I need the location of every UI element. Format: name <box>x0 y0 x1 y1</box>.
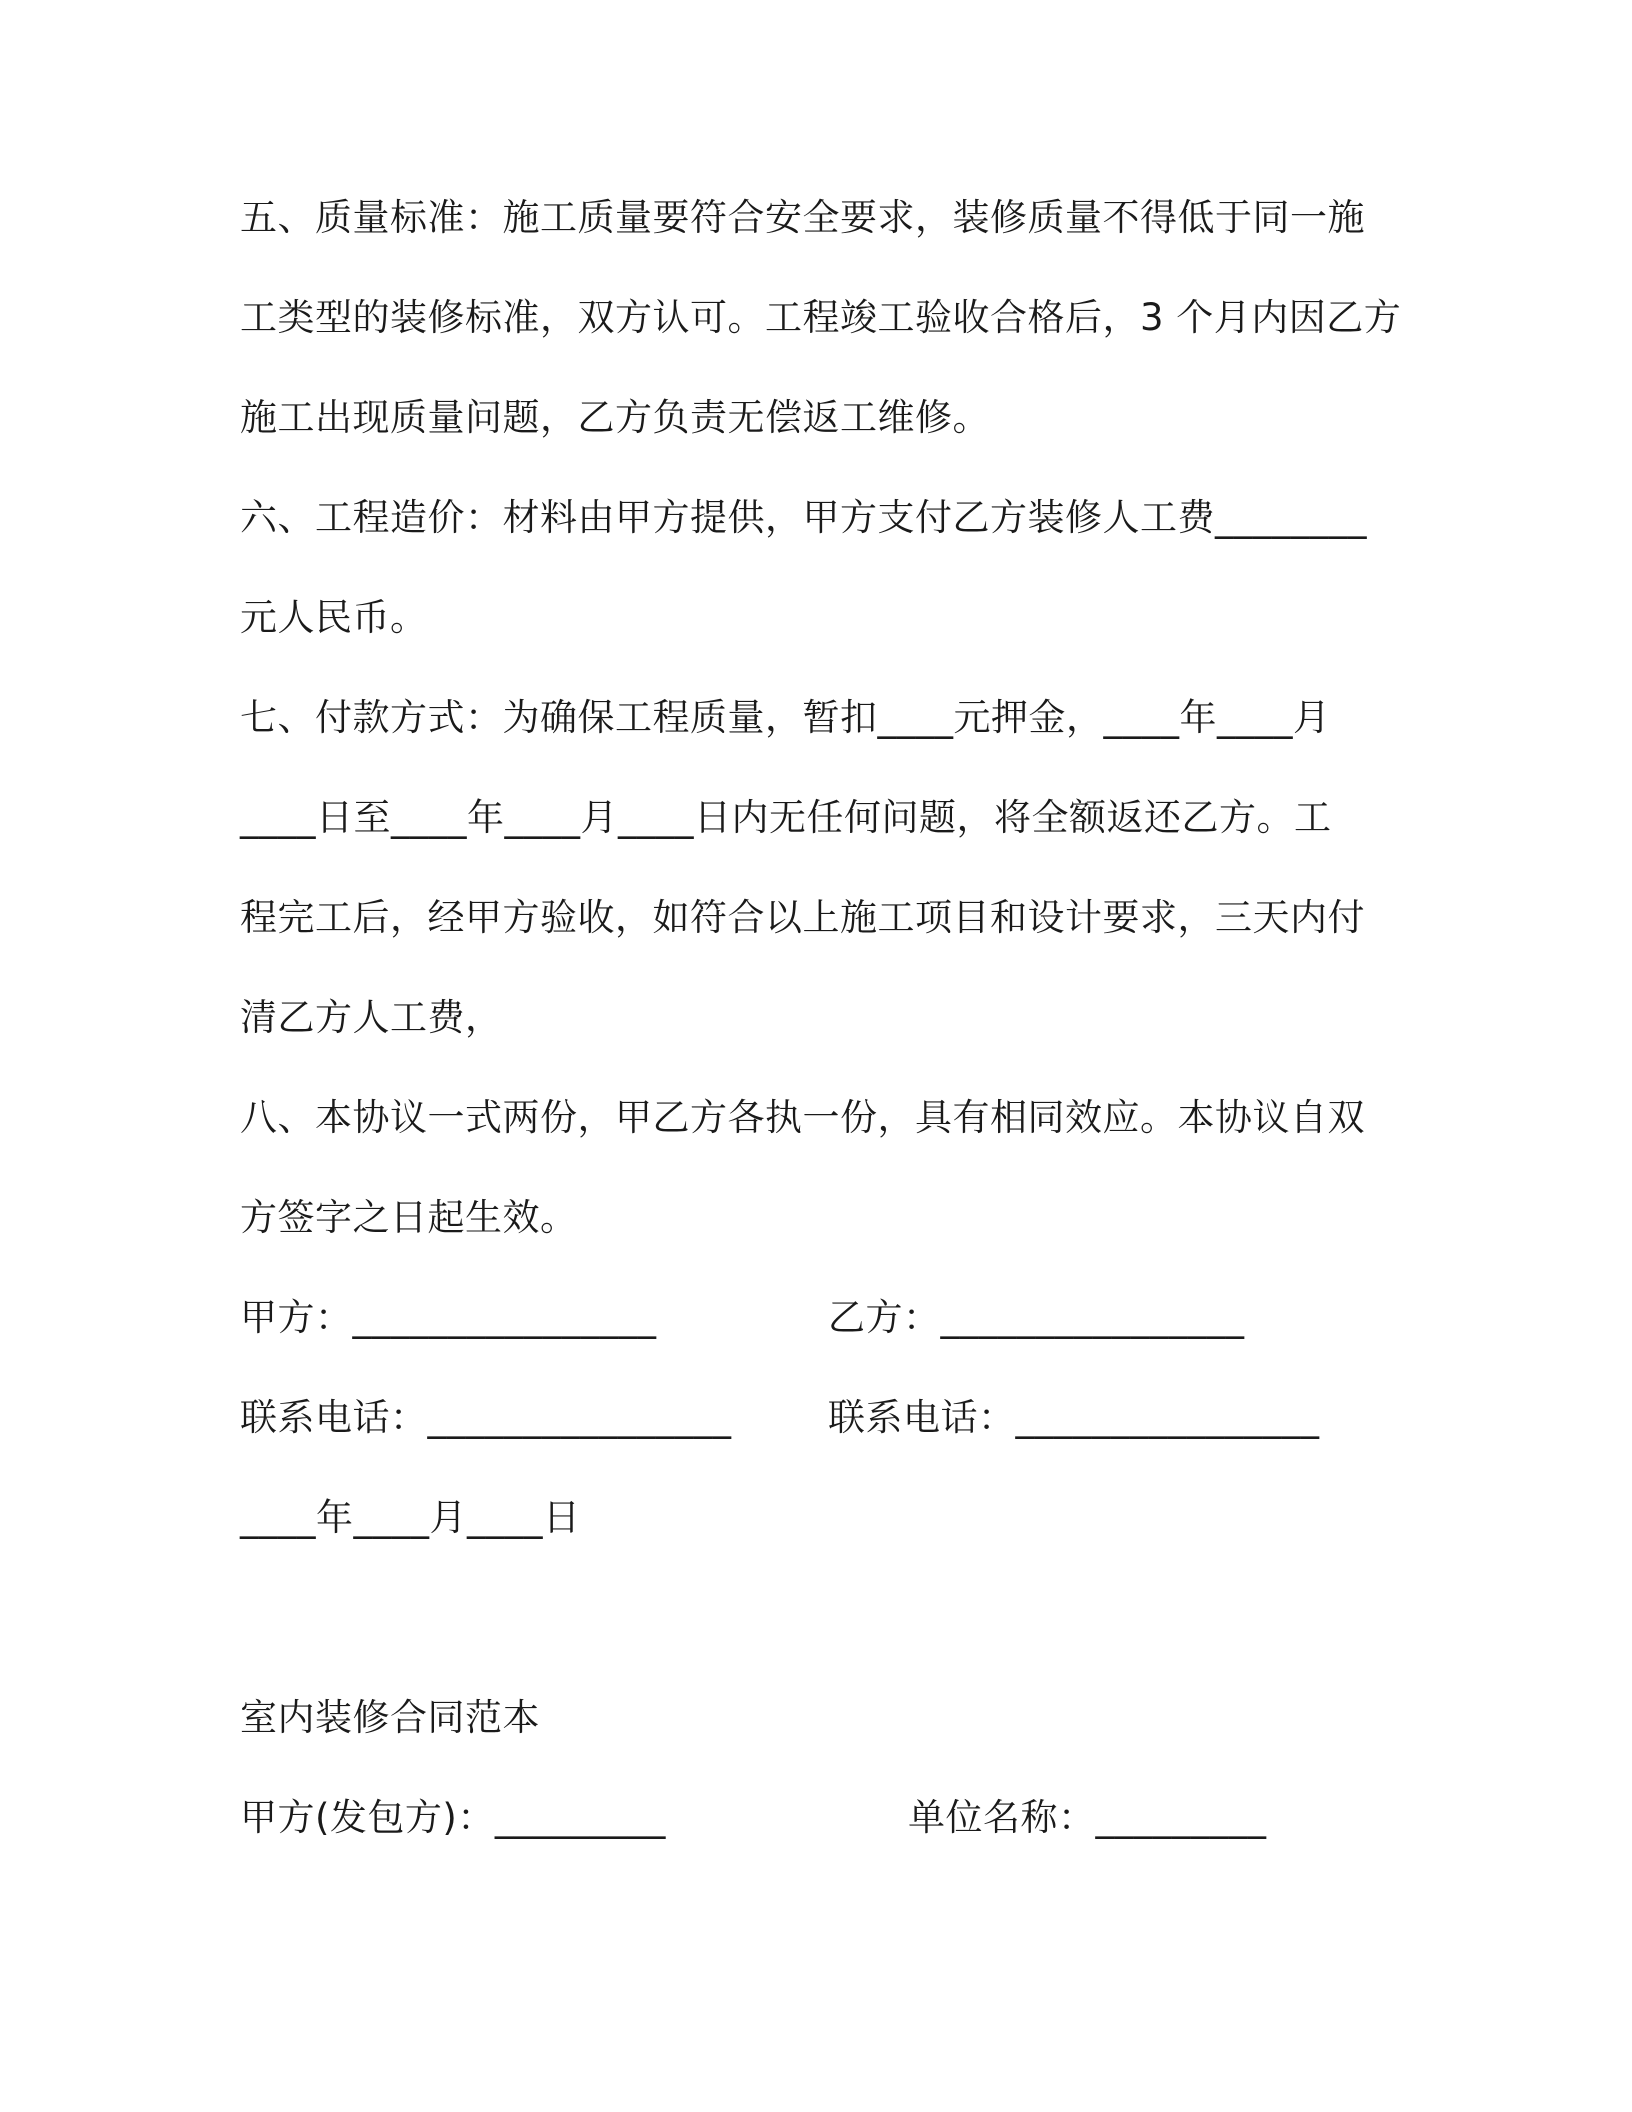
clause-7-line-1: 七、付款方式：为确保工程质量，暂扣____元押金，____年____月 <box>240 696 1331 739</box>
party-b-signature: 乙方：________________ <box>828 1296 1245 1339</box>
clause-5-line-3: 施工出现质量问题，乙方负责无偿返工维修。 <box>240 396 990 439</box>
party-a-phone: 联系电话：________________ <box>240 1396 732 1439</box>
clause-7-line-3: 程完工后，经甲方验收，如符合以上施工项目和设计要求，三天内付 <box>240 896 1365 939</box>
party-a-signature: 甲方：________________ <box>240 1296 657 1339</box>
party-b-phone: 联系电话：________________ <box>828 1396 1320 1439</box>
unit-name-field: 单位名称：_________ <box>908 1796 1267 1839</box>
section-title: 室内装修合同范本 <box>240 1696 540 1739</box>
clause-5-line-1: 五、质量标准：施工质量要符合安全要求，装修质量不得低于同一施 <box>240 196 1365 239</box>
clause-6-line-2: 元人民币。 <box>240 596 428 639</box>
clause-6-line-1: 六、工程造价：材料由甲方提供，甲方支付乙方装修人工费________ <box>240 496 1367 539</box>
clause-5-line-2: 工类型的装修标准，双方认可。工程竣工验收合格后，3 个月内因乙方 <box>240 296 1402 339</box>
clause-8-line-2: 方签字之日起生效。 <box>240 1196 578 1239</box>
clause-7-line-4: 清乙方人工费， <box>240 996 503 1039</box>
signing-date: ____年____月____日 <box>240 1496 581 1539</box>
clause-8-line-1: 八、本协议一式两份，甲乙方各执一份，具有相同效应。本协议自双 <box>240 1096 1365 1139</box>
party-a-issuer-field: 甲方(发包方)：_________ <box>240 1796 666 1839</box>
clause-7-line-2: ____日至____年____月____日内无任何问题，将全额返还乙方。工 <box>240 796 1332 839</box>
